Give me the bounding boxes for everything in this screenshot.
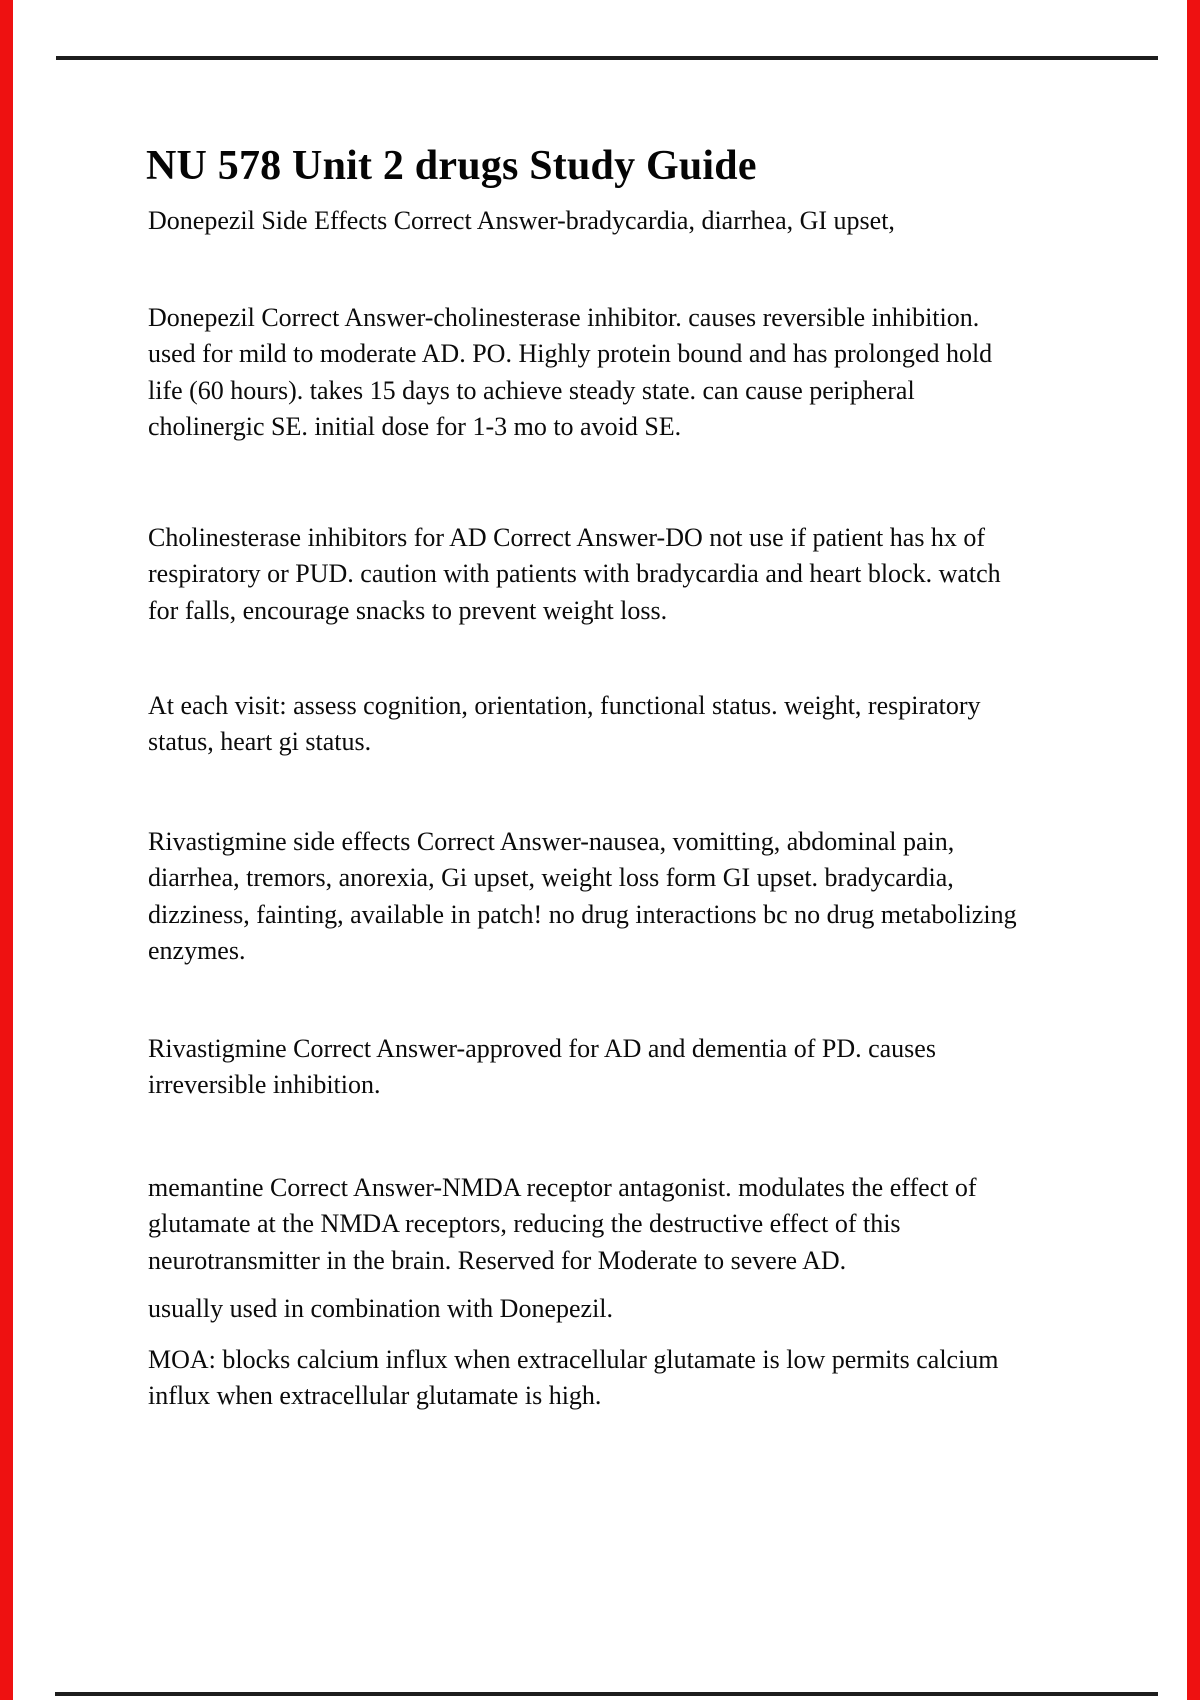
paragraph-visit-assessment <box>148 688 1108 761</box>
footer-divider-line <box>55 1692 1158 1696</box>
paragraph-donepezil-overview <box>148 300 1108 446</box>
text-line: cholinergic SE. initial dose for 1-3 mo to avoid SE. <box>148 412 682 442</box>
text-line: respiratory or PUD. caution with patients with bradycardia and heart block. watch <box>148 559 1001 589</box>
text-line: Donepezil Side Effects Correct Answer-bradycardia, diarrhea, GI upset, <box>148 206 895 235</box>
document-title: NU 578 Unit 2 drugs Study Guide <box>146 143 757 189</box>
text-line: status, heart gi status. <box>148 727 372 757</box>
paragraph-rivastigmine-overview <box>148 1031 1108 1104</box>
text-line: glutamate at the NMDA receptors, reducing the destructive effect of this <box>148 1209 901 1239</box>
text-line: neurotransmitter in the brain. Reserved for Moderate to severe AD. <box>148 1245 847 1275</box>
text-line: Rivastigmine Correct Answer-approved for AD and dementia of PD. causes <box>148 1034 936 1063</box>
text-line: life (60 hours). takes 15 days to achieve steady state. can cause peripheral <box>148 375 915 405</box>
paragraph-rivastigmine-side-effects <box>148 824 1108 970</box>
red-edge-bar-right <box>1187 0 1200 1700</box>
text-line: for falls, encourage snacks to prevent weight loss. <box>148 595 668 625</box>
text-line: Donepezil Correct Answer-cholinesterase inhibitor. causes reversible inhibition. <box>148 303 980 332</box>
text-line: MOA: blocks calcium influx when extracellular glutamate is low permits calcium <box>148 1345 999 1374</box>
red-edge-bar-left <box>0 0 13 1700</box>
text-line: diarrhea, tremors, anorexia, Gi upset, weight loss form GI upset. bradycardia, <box>148 863 954 893</box>
text-line: Cholinesterase inhibitors for AD Correct Answer-DO not use if patient has hx of <box>148 523 986 552</box>
paragraph-memantine-moa <box>148 1342 1108 1415</box>
text-line: influx when extracellular glutamate is high. <box>148 1381 602 1411</box>
text-line: dizziness, fainting, available in patch! no drug interactions bc no drug metabolizing <box>148 899 1017 929</box>
text-line: Rivastigmine side effects Correct Answer-nausea, vomitting, abdominal pain, <box>148 827 955 856</box>
paragraph-cholinesterase-inhibitors <box>148 520 1108 629</box>
paragraph-donepezil-side-effects <box>148 203 1108 239</box>
paragraph-memantine-overview <box>148 1170 1108 1279</box>
text-line: enzymes. <box>148 936 246 966</box>
header-divider-line <box>56 56 1158 60</box>
text-line: At each visit: assess cognition, orientation, functional status. weight, respiratory <box>148 691 981 720</box>
text-line: used for mild to moderate AD. PO. Highly protein bound and has prolonged hold <box>148 339 993 369</box>
text-line: memantine Correct Answer-NMDA receptor antagonist. modulates the effect of <box>148 1173 977 1202</box>
paragraph-memantine-combination <box>148 1291 1108 1327</box>
text-line: usually used in combination with Donepezil. <box>148 1294 614 1323</box>
text-line: irreversible inhibition. <box>148 1070 381 1100</box>
